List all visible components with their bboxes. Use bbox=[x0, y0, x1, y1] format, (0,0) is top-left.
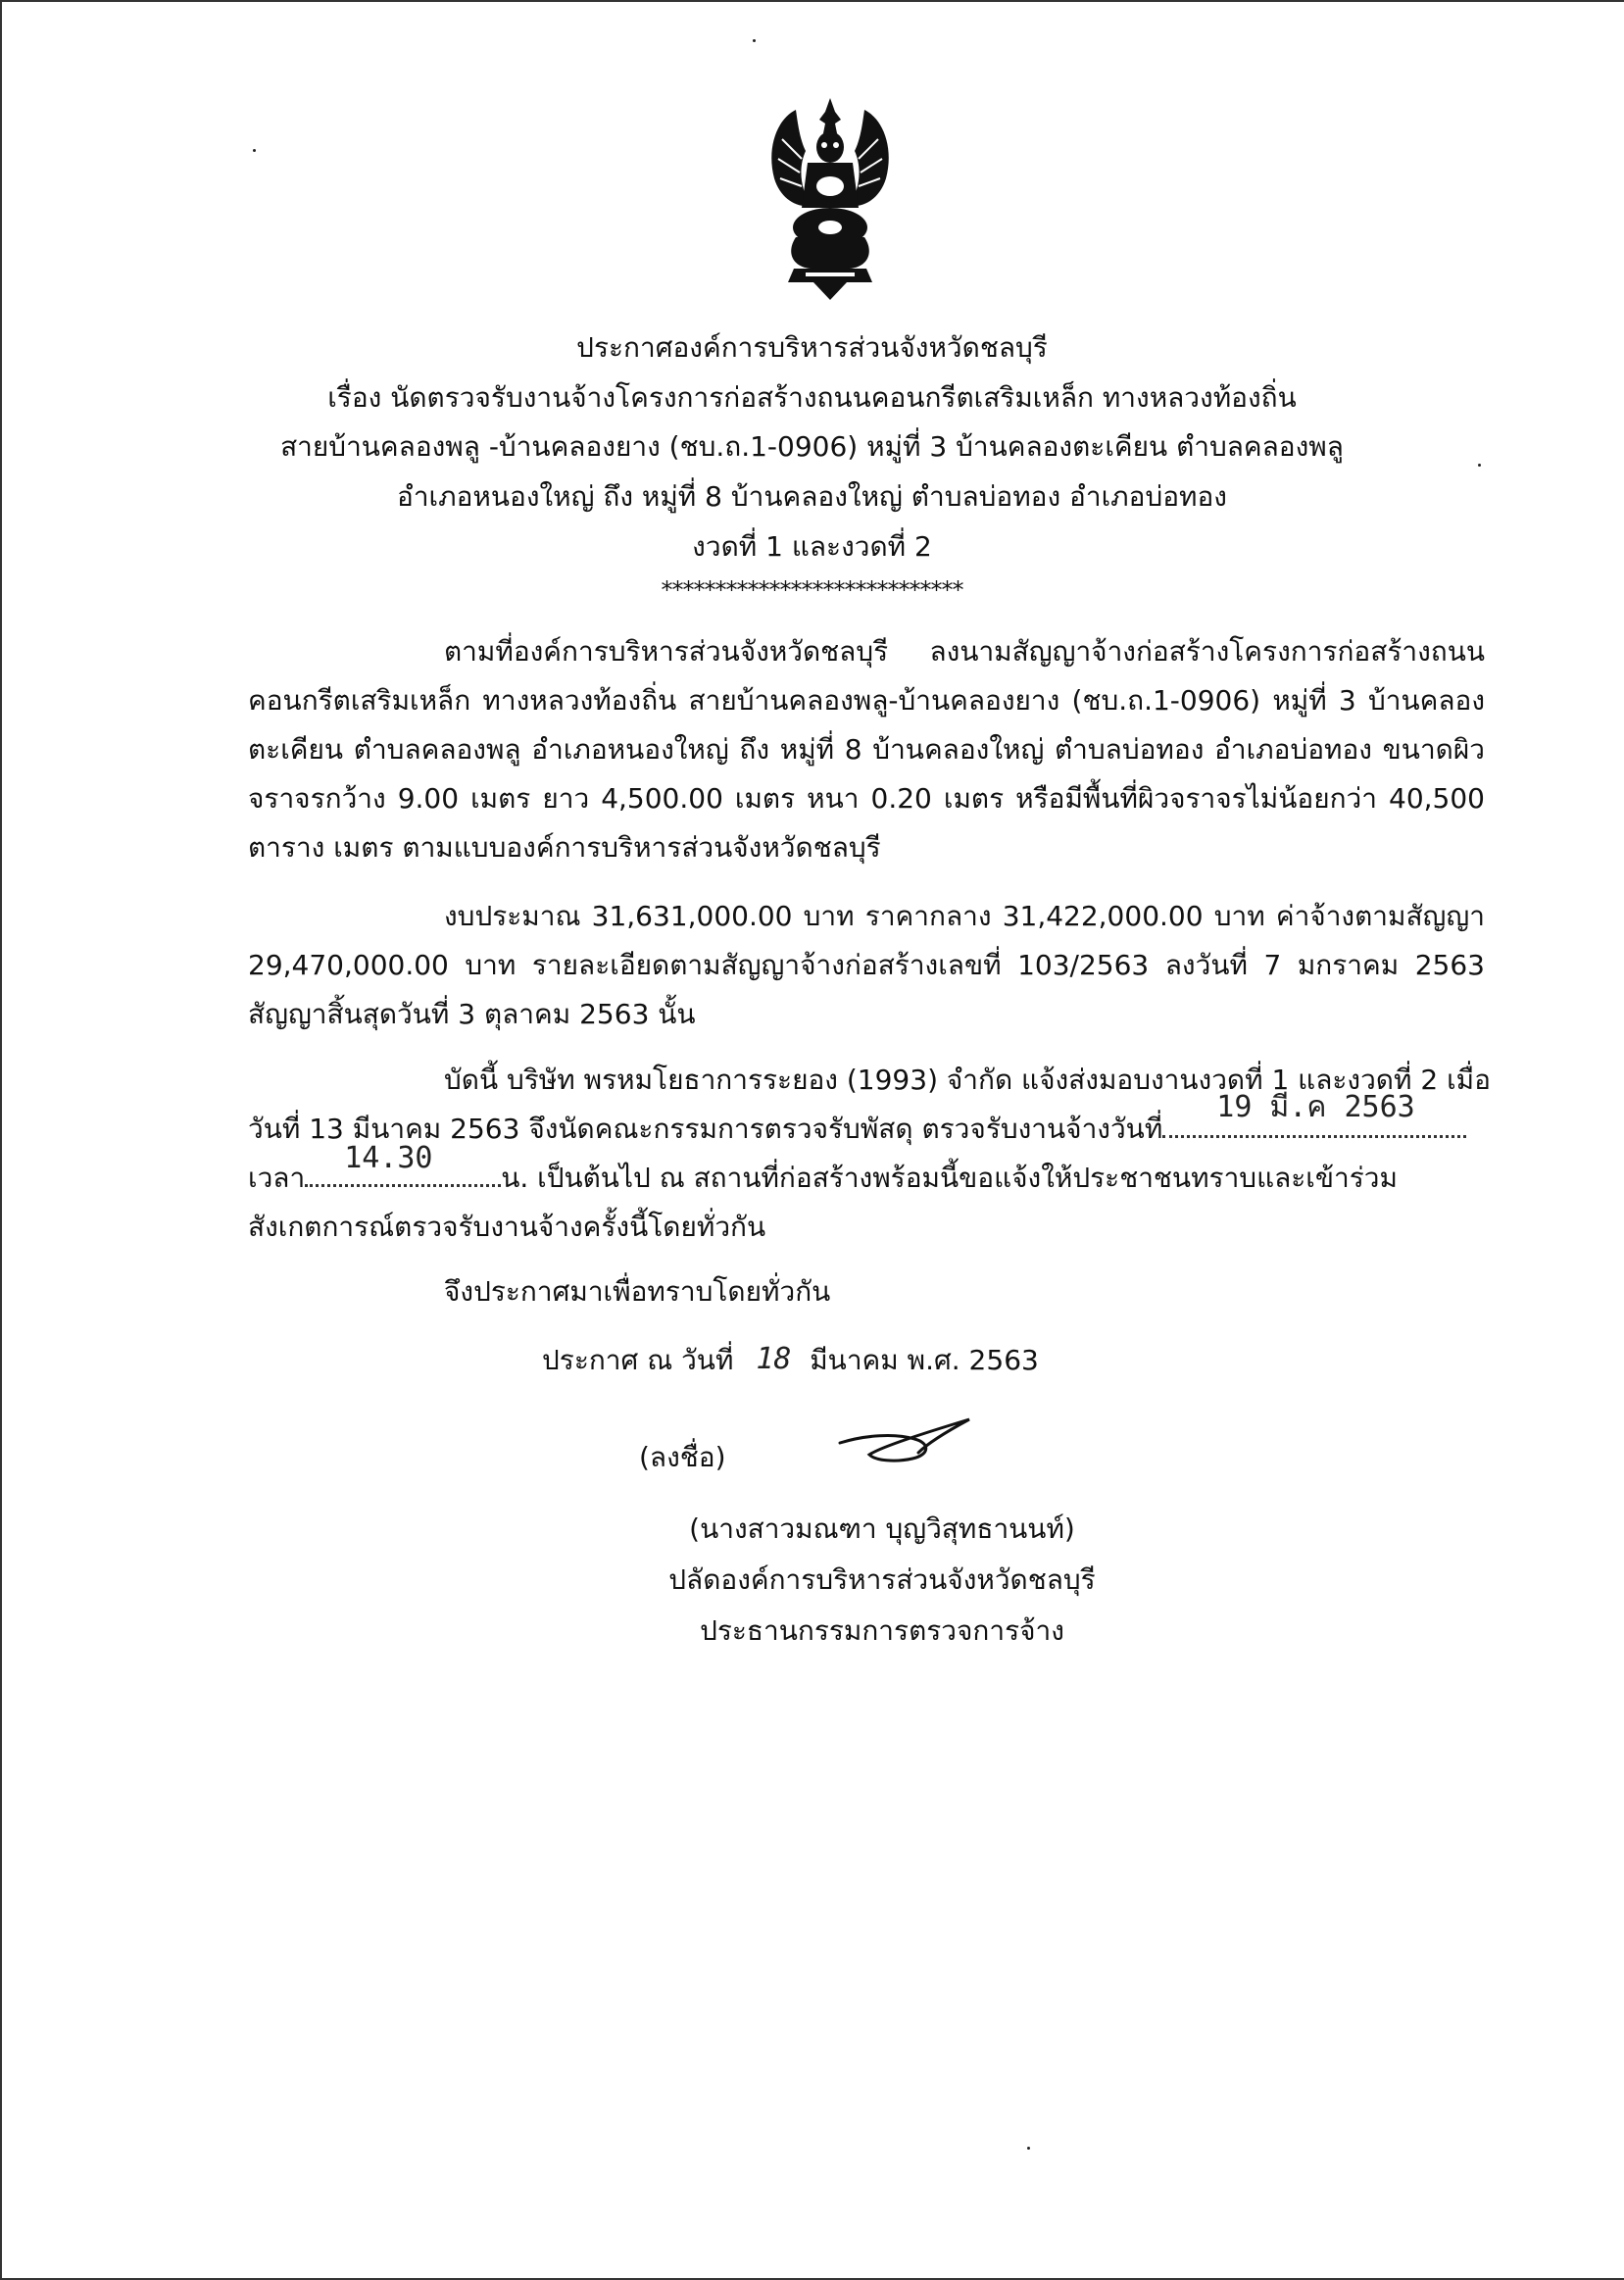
inspection-time-suffix: น. เป็นต้นไป ณ สถานที่ก่อสร้างพร้อมนี้ขอแจ้งให้ประชาชนทราบและเข้าร่วม bbox=[501, 1162, 1398, 1194]
subject-line: งวดที่ 1 และงวดที่ 2 bbox=[692, 530, 932, 563]
inspection-date-handwritten: 19 มี.ค 2563 bbox=[1216, 1090, 1415, 1124]
announcement-title: ประกาศองค์การบริหารส่วนจังหวัดชลบุรี bbox=[576, 331, 1048, 364]
announcement-date bbox=[542, 1341, 1039, 1380]
scan-speck bbox=[1027, 2147, 1030, 2150]
garuda-emblem-icon bbox=[757, 90, 904, 306]
paragraph-contract bbox=[248, 627, 1485, 872]
signatory-role: ประธานกรรมการตรวจการจ้าง bbox=[700, 1614, 1064, 1647]
paragraph-budget-text: งบประมาณ 31,631,000.00 บาท ราคากลาง 31,422,000.00 บาท ค่าจ้างตามสัญญา 29,470,000.00 บาท รายละเอียดตามสัญญาจ้างก่อสร้างเลขที่ 103/2563 ลงวันที่ 7 มกราคม 2563 สัญญาสิ้นสุดวันที่ 3 ตุลาคม 2563 นั้น bbox=[248, 900, 1485, 1030]
announcement-day-handwritten: 18 bbox=[756, 1342, 792, 1376]
inspection-time-handwritten: 14.30 bbox=[344, 1141, 433, 1175]
inspection-time-label: เวลา bbox=[248, 1162, 306, 1194]
signatory-position: ปลัดองค์การบริหารส่วนจังหวัดชลบุรี bbox=[668, 1563, 1096, 1596]
subject-line: สายบ้านคลองพลู -บ้านคลองยาง (ชบ.ถ.1-0906) หมู่ที่ 3 บ้านคลองตะเคียน ตำบลคลองพลู bbox=[280, 430, 1344, 463]
separator-stars: **************************** bbox=[661, 576, 963, 604]
subject-line: เรื่อง นัดตรวจรับงานจ้างโครงการก่อสร้างถนนคอนกรีตเสริมเหล็ก ทางหลวงท้องถิ่น bbox=[327, 381, 1297, 414]
inspection-time-blank bbox=[305, 1141, 501, 1187]
paragraph-contract-text: ตามที่องค์การบริหารส่วนจังหวัดชลบุรี ลงนามสัญญาจ้างก่อสร้างโครงการก่อสร้างถนน คอนกรีตเสริมเหล็ก ทางหลวงท้องถิ่น สายบ้านคลองพลู-บ้านคลองยาง (ชบ.ถ.1-0906) หมู่ที่ 3 บ้านคลอง ตะเคียน ตำบลคลองพลู อำเภอหนองใหญ่ ถึง หมู่ที่ 8 บ้านคลองใหญ่ ตำบลบ่อทอง อำเภอบ่อทอง ขนาดผิว จราจรกว้าง 9.00 เมตร ยาว 4,500.00 เมตร หนา 0.20 เมตร หรือมีพื้นที่ผิวจราจรไม่น้อยกว่า 40,500 ตาราง เมตร ตามแบบองค์การบริหารส่วนจังหวัดชลบุรี bbox=[248, 635, 1485, 864]
announcement-date-suffix: มีนาคม พ.ศ. 2563 bbox=[810, 1344, 1039, 1376]
scan-edge-top bbox=[0, 0, 1624, 2]
signatory-name: (นางสาวมณฑา บุญวิสุทธานนท์) bbox=[689, 1512, 1075, 1545]
signature-label: (ลงชื่อ) bbox=[639, 1441, 726, 1473]
scan-speck bbox=[253, 149, 256, 152]
paragraph-delivery-line: สังเกตการณ์ตรวจรับงานจ้างครั้งนี้โดยทั่วกัน bbox=[248, 1211, 766, 1243]
closing-statement: จึงประกาศมาเพื่อทราบโดยทั่วกัน bbox=[444, 1275, 831, 1308]
handwritten-signature bbox=[836, 1413, 973, 1468]
inspection-date-blank bbox=[1162, 1090, 1466, 1138]
paragraph-delivery-line: บัดนี้ บริษัท พรหมโยธาการระยอง (1993) จำกัด แจ้งส่งมอบงานงวดที่ 1 และงวดที่ 2 เมื่อ bbox=[444, 1064, 1491, 1096]
subject-line: อำเภอหนองใหญ่ ถึง หมู่ที่ 8 บ้านคลองใหญ่ ตำบลบ่อทอง อำเภอบ่อทอง bbox=[397, 480, 1227, 513]
signatory-block bbox=[627, 1504, 1137, 1657]
scan-speck bbox=[753, 39, 756, 42]
announcement-date-prefix: ประกาศ ณ วันที่ bbox=[542, 1344, 734, 1376]
inspection-date-label: วันที่ 13 มีนาคม 2563 จึงนัดคณะกรรมการตรวจรับพัสดุ ตรวจรับงานจ้างวันที่ bbox=[248, 1113, 1163, 1145]
paragraph-budget bbox=[248, 892, 1485, 1039]
paragraph-delivery-line bbox=[248, 1141, 1398, 1198]
